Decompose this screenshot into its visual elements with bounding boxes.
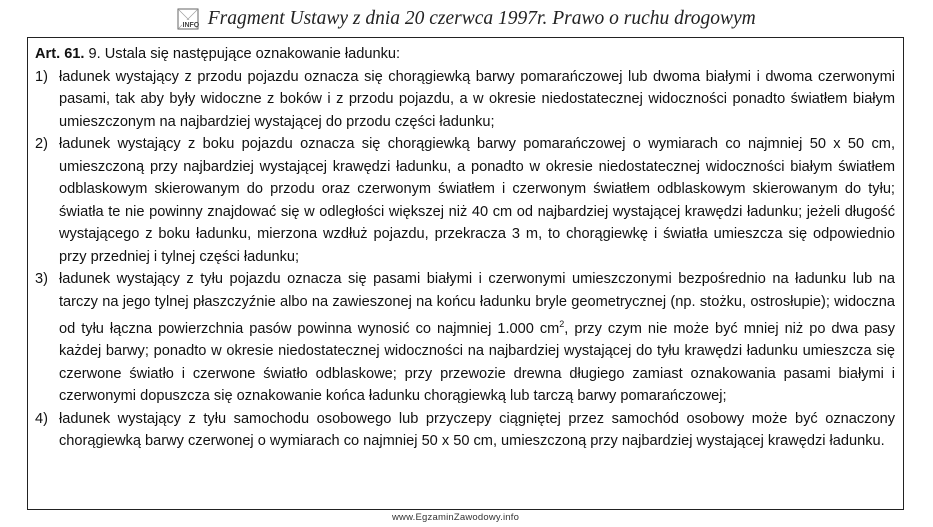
list-item [35, 408, 895, 453]
item-number: 2) [35, 136, 48, 152]
document-title: Fragment Ustawy z dnia 20 czerwca 1997r. Prawo o ruchu drogowym [207, 8, 756, 29]
list-item [35, 133, 895, 268]
info-icon [177, 8, 199, 30]
law-text-box [27, 37, 904, 510]
list-item [35, 268, 895, 408]
superscript: 2 [559, 319, 565, 329]
item-text: ładunek wystający z tyłu samochodu osobowego lub przyczepy ciągniętej przez samochód osobowy może być oznaczony chorągiewką barwy czerwonej o wymiarach co najmniej 50 x 50 cm, umieszczoną przy najbardziej wystającej krawędzi ładunku. [59, 410, 895, 450]
item-number: 3) [35, 271, 48, 287]
item-text-part: ładunek wystający z tyłu pojazdu oznacza się pasami białymi i czerwonymi umieszczonymi bezpośrednio na ładunku lub na tarczy na jego tylnej płaszczyźnie albo na zawieszonej na końcu ładunku bryle geometrycznej (np. stożku, ostrosłupie); widoczna od tyłu łączna powierzchnia pasów powinna wynosić co najmniej 1.000 cm [59, 271, 895, 337]
item-text-part: , przy czym nie może być mniej niż po dwa pasy każdej barwy; ponadto w okresie niedostatecznej widoczności na najbardziej wystającej do tyłu krawędzi ładunku umieszcza się czerwone światło i czerwone światło odblaskowe; przy przewozie drewna długiego zamiast oznakowania pasami białymi i czerwonymi dopuszcza się oznakowanie końca ładunku chorągiewką lub tarczą barwy pomarańczowej; [59, 320, 895, 405]
article-intro: 9. Ustala się następujące oznakowanie ładunku: [88, 46, 401, 62]
item-number: 1) [35, 68, 48, 85]
article-number: Art. 61. [35, 46, 85, 62]
watermark: www.EgzaminZawodowy.info [392, 512, 520, 523]
list-item [35, 66, 895, 134]
article-heading [35, 43, 895, 66]
item-number: 4) [35, 410, 48, 427]
svg-text:INFO: INFO [182, 22, 200, 29]
item-text: ładunek wystający z boku pojazdu oznacza się chorągiewką barwy pomarańczowej o wymiarach co najmniej 50 x 50 cm, umieszczoną przy najbardziej wystającej krawędzi ładunku, a ponadto w okresie niedostatecznej widoczności białym światłem odblaskowym skierowanym do przodu oraz czerwonym światłem i czerwonym światłem odblaskowym skierowanym do tyłu; światła te nie powinny znajdować się w odległości większej niż 40 cm od najbardziej wystającej krawędzi ładunku; jeżeli długość wystającego z boku ładunku, mierzona wzdłuż pojazdu, przekracza 3 m, to chorągiewkę i światła umieszcza się odpowiednio przy przedniej i tylnej części ładunku; [59, 136, 895, 265]
header [0, 8, 933, 30]
item-text: ładunek wystający z przodu pojazdu oznacza się chorągiewką barwy pomarańczowej lub dwoma białymi i dwoma czerwonymi pasami, tak aby były widoczne z boków i z przodu pojazdu, a w okresie niedostatecznej widoczności ponadto światłem białym umieszczonym na najbardziej wystającej do przodu części ładunku; [59, 68, 895, 130]
